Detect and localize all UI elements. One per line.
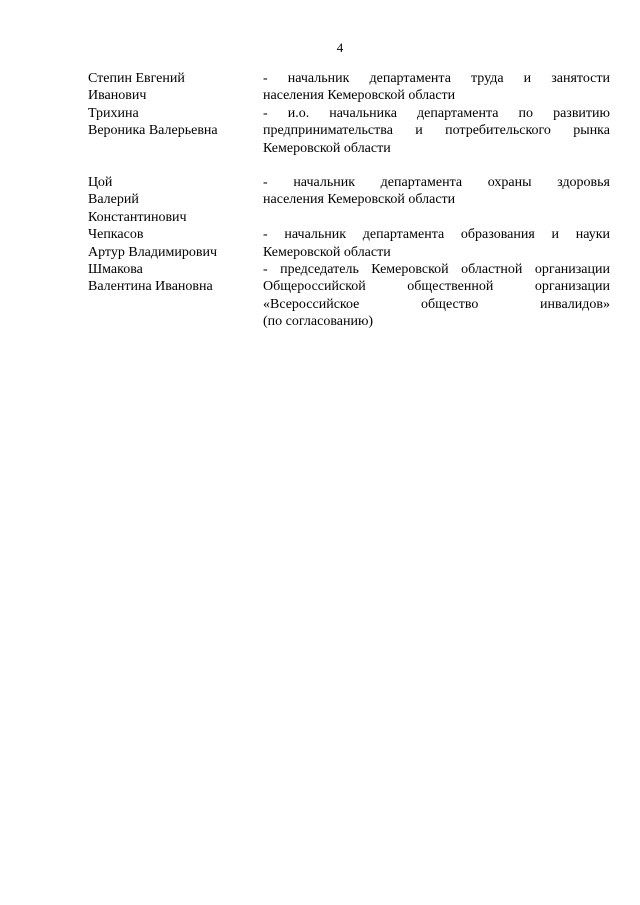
member-role-line: - председатель Кемеровской областной организации <box>263 262 610 278</box>
member-role-line: Общероссийской общественной организации <box>263 279 610 295</box>
member-name-line: Вероника Валерьевна <box>88 123 218 139</box>
member-role <box>263 261 610 331</box>
member-name-line: Чепкасов <box>88 227 144 243</box>
member-name <box>88 261 263 331</box>
member-name <box>88 174 263 226</box>
member-role-line: - начальник департамента охраны здоровья <box>263 175 610 191</box>
member-role-line: населения Кемеровской области <box>263 192 456 208</box>
member-name-line: Трихина <box>88 105 139 121</box>
member-role-line: - начальник департамента труда и занятости <box>263 71 610 86</box>
member-name-line: Валерий <box>88 192 139 208</box>
member-role-line: Кемеровской области <box>263 140 391 156</box>
member-role <box>263 174 610 226</box>
member-role <box>263 105 610 157</box>
member-role-line: (по согласованию) <box>263 314 374 330</box>
member-entry <box>88 261 610 331</box>
member-role-line: предпринимательства и потребительского рынка <box>263 123 610 139</box>
member-name-line: Иванович <box>88 88 147 104</box>
member-role-line: - начальник департамента образования и науки <box>263 227 610 243</box>
member-name-line: Артур Владимирович <box>88 244 218 260</box>
member-role <box>263 70 610 105</box>
member-name-line: Цой <box>88 175 113 191</box>
member-name-line: Степин Евгений <box>88 71 185 86</box>
members-list <box>88 70 610 331</box>
member-name-line: Валентина Ивановна <box>88 279 213 295</box>
member-role-line: - и.о. начальника департамента по развитию <box>263 105 610 121</box>
member-entry <box>88 174 610 226</box>
member-name-line: Константинович <box>88 209 187 225</box>
member-entry <box>88 226 610 261</box>
member-name <box>88 70 263 105</box>
member-role-line: населения Кемеровской области <box>263 88 456 104</box>
page-number: 4 <box>336 40 344 55</box>
member-entry <box>88 70 610 105</box>
member-name <box>88 226 263 261</box>
member-entry <box>88 105 610 157</box>
member-role <box>263 226 610 261</box>
member-role-line: Кемеровской области <box>263 244 391 260</box>
member-name <box>88 105 263 157</box>
member-role-line: «Всероссийское общество инвалидов» <box>263 296 610 312</box>
member-name-line: Шмакова <box>88 262 143 278</box>
